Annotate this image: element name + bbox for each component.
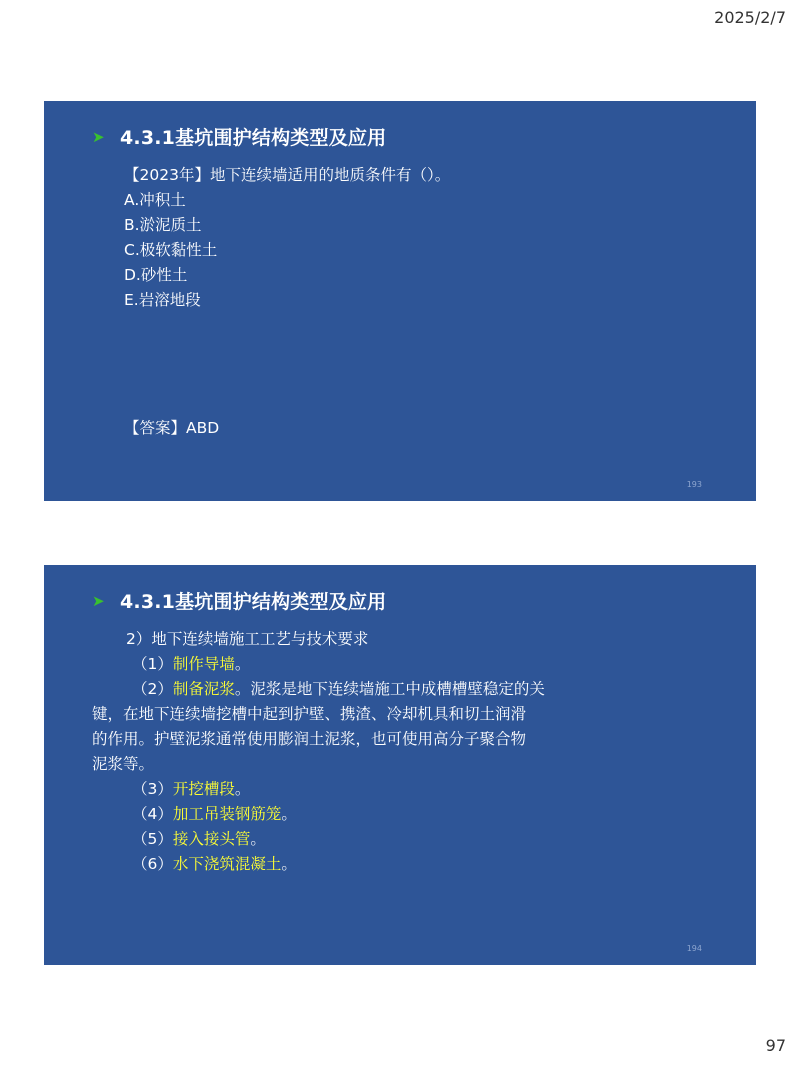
slide-194 <box>44 565 756 965</box>
highlight-text: 开挖槽段 <box>172 780 235 798</box>
arrow-bullet-icon: ➤ <box>92 127 105 146</box>
slide-heading <box>92 587 386 614</box>
question-block <box>124 163 450 313</box>
paragraph-line: 键，在地下连续墙挖槽中起到护壁、携渣、冷却机具和切土润滑 <box>92 705 527 723</box>
question-text: 【2023年】地下连续墙适用的地质条件有（）。 <box>124 166 451 184</box>
item-prefix: （4） <box>132 805 173 823</box>
option-e: E.岩溶地段 <box>124 291 201 309</box>
slide-number: 194 <box>686 944 702 953</box>
answer-text: 【答案】ABD <box>124 419 220 437</box>
highlight-text: 接入接头管 <box>172 830 251 848</box>
item-prefix: （1） <box>132 655 173 673</box>
print-date: 2025/2/7 <box>714 8 786 27</box>
highlight-text: 水下浇筑混凝土 <box>172 855 282 873</box>
list-item <box>92 677 582 702</box>
paragraph-line: 泥浆等。 <box>92 755 155 773</box>
option-d: D.砂性土 <box>124 266 188 284</box>
highlight-text: 制备泥浆 <box>172 680 235 698</box>
item-suffix: 。 <box>250 830 266 848</box>
heading-text: 4.3.1基坑围护结构类型及应用 <box>120 127 387 149</box>
list-item <box>92 777 582 802</box>
option-a: A.冲积土 <box>124 191 186 209</box>
slide-body <box>92 627 582 877</box>
subtitle: 2）地下连续墙施工工艺与技术要求 <box>126 630 369 648</box>
item-prefix: （5） <box>132 830 173 848</box>
slide-193 <box>44 101 756 501</box>
page-number: 97 <box>765 1036 786 1055</box>
item-prefix: （2） <box>132 680 173 698</box>
heading-text: 4.3.1基坑围护结构类型及应用 <box>120 591 387 613</box>
highlight-text: 加工吊装钢筋笼 <box>172 805 282 823</box>
slide-number: 193 <box>686 480 702 489</box>
option-c: C.极软黏性土 <box>124 241 218 259</box>
item-text: 。泥浆是地下连续墙施工中成槽槽壁稳定的关 <box>234 680 545 698</box>
item-suffix: 。 <box>234 780 251 798</box>
highlight-text: 制作导墙 <box>172 655 235 673</box>
item-suffix: 。 <box>234 655 251 673</box>
arrow-bullet-icon: ➤ <box>92 591 105 610</box>
list-item <box>92 852 582 877</box>
slide-heading <box>92 123 386 150</box>
item-suffix: 。 <box>281 855 297 873</box>
list-item <box>92 652 582 677</box>
paragraph-line: 的作用。护壁泥浆通常使用膨润土泥浆，也可使用高分子聚合物 <box>92 730 527 748</box>
option-b: B.淤泥质土 <box>124 216 202 234</box>
list-item <box>92 827 582 852</box>
item-suffix: 。 <box>281 805 297 823</box>
list-item <box>92 802 582 827</box>
item-prefix: （6） <box>132 855 173 873</box>
item-prefix: （3） <box>132 780 173 798</box>
